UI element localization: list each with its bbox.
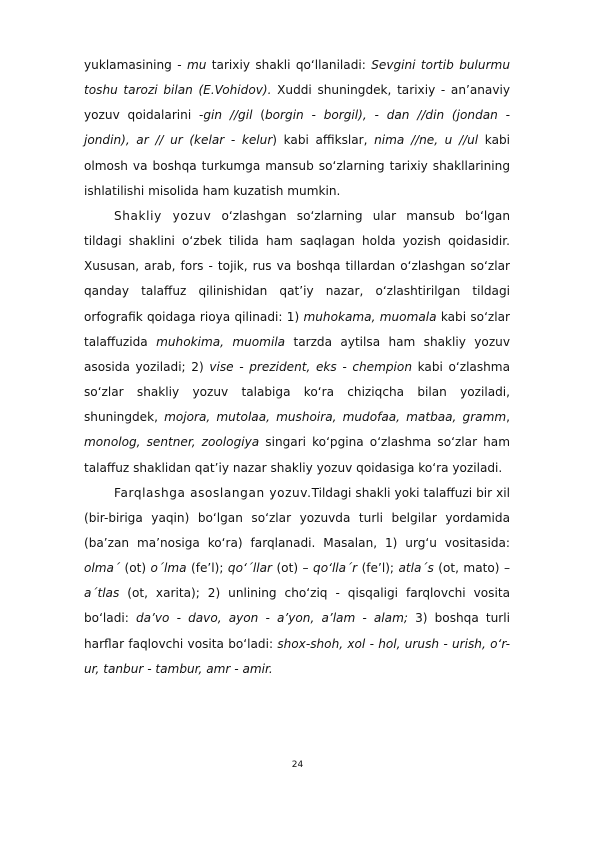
italic-run: mojora, mutolaa, mushoira, mudofaa, matbaa, gramm [164, 410, 507, 425]
text-run: singari ko‘pgina o‘zlashma so‘zlar ham talaffuz shaklidan qat’iy nazar shakliy yozuv qoidasiga ko‘ra yoziladi. [84, 435, 510, 475]
text-run: (fe’l); [186, 561, 228, 576]
page-number: 24 [291, 760, 304, 770]
text-run: , [506, 410, 510, 425]
text-run: (ot) [120, 561, 151, 576]
paragraph-2 [84, 204, 510, 481]
text-run: kabi so‘zlar talaffuzida [84, 309, 511, 349]
paragraph-3 [84, 481, 510, 682]
italic-run: o´lma [150, 561, 187, 576]
italic-run: Sevgini tortib bulurmu toshu tarozi bilan (E.Vohidov). [84, 58, 510, 98]
italic-run: vise - prezident, eks - chempion [209, 359, 412, 374]
text-run: 3) boshqa turli harflar faqlovchi vosita bo‘ladi: [84, 611, 510, 651]
body-text [84, 53, 510, 682]
italic-run: shox-shoh, xol - hol, urush - urish, o‘r-ur, tanbur - tambur, amr - amir. [84, 636, 510, 676]
italic-run: monolog, sentner, zoologiya [84, 435, 260, 450]
text-run: tarixiy shakli qo‘llaniladi: [206, 58, 372, 72]
italic-run: da’vo - davo, ayon - a’yon, a’lam - alam; [135, 611, 408, 626]
italic-run: qo‘´llar [227, 561, 272, 576]
italic-run: gin //gil [203, 108, 253, 123]
term-heading: Shakliy yozuv [114, 208, 212, 223]
italic-run: qo‘lla´r [313, 561, 358, 576]
term-heading: Farqlashga asoslangan yozuv. [114, 485, 312, 500]
text-run: kabi o‘zlashma so‘zlar shakliy yozuv talabiga ko‘ra chiziqcha bilan yoziladi, shuningdek, [84, 359, 510, 425]
italic-run: a´tlas [84, 586, 120, 601]
text-run: kabi olmosh va boshqa turkumga mansub so‘zlarning tarixiy shakllarining ishlatilishi misolida ham kuzatish mumkin. [84, 133, 511, 198]
text-run: (ot, mato) – [433, 561, 510, 576]
text-run: (fe’l); [357, 561, 399, 576]
paragraph-1 [84, 53, 510, 204]
text-run: Tildagi shakli yoki talaffuzi bir xil (bir-biriga yaqin) bo‘lgan so‘zlar yozuvda turli belgilar yordamida (ba’zan ma’nosiga ko‘ra) farqlanadi. Masalan, 1) urg‘u vositasida: [84, 485, 510, 550]
text-run: yuklamasining - [84, 58, 187, 72]
text-run: o‘zlashgan so‘zlarning ular mansub bo‘lgan tildagi shaklini o‘zbek tilida ham saqlagan holda yozish qoidasidir. Xususan, arab, fors - tojik, rus va boshqa tillardan o‘zlashgan so‘zlar qanday talaffuz qilinishidan qat’iy nazar, o‘zlashtirilgan tildagi orfografik qoidaga rioya qilinadi: 1) [84, 208, 511, 324]
text-run: ) kabi affikslar, [272, 133, 375, 148]
text-run: ( [252, 108, 265, 123]
italic-run: borgin - borgil), - dan //din (jondan - jondin), ar // ur (kelar - kelur [84, 108, 510, 148]
italic-run: nima //ne, u //ul [374, 133, 479, 148]
italic-run: muhokama, muomala [303, 309, 437, 324]
italic-run: olma´ [84, 561, 120, 576]
text-run: (ot, xarita); 2) unlining cho‘ziq - qisqaligi farqlovchi vosita bo‘ladi: [84, 586, 510, 626]
italic-run: atla´s [398, 561, 434, 576]
text-run: tarzda aytilsa ham shakliy yozuv asosida yoziladi; 2) [84, 334, 511, 374]
italic-run: muhokima, muomila [156, 334, 286, 349]
text-run: Xuddi shuningdek, tarixiy - an’anaviy yozuv qoidalarini - [84, 83, 510, 123]
text-run: (ot) – [271, 561, 314, 576]
italic-run: mu [186, 58, 207, 72]
